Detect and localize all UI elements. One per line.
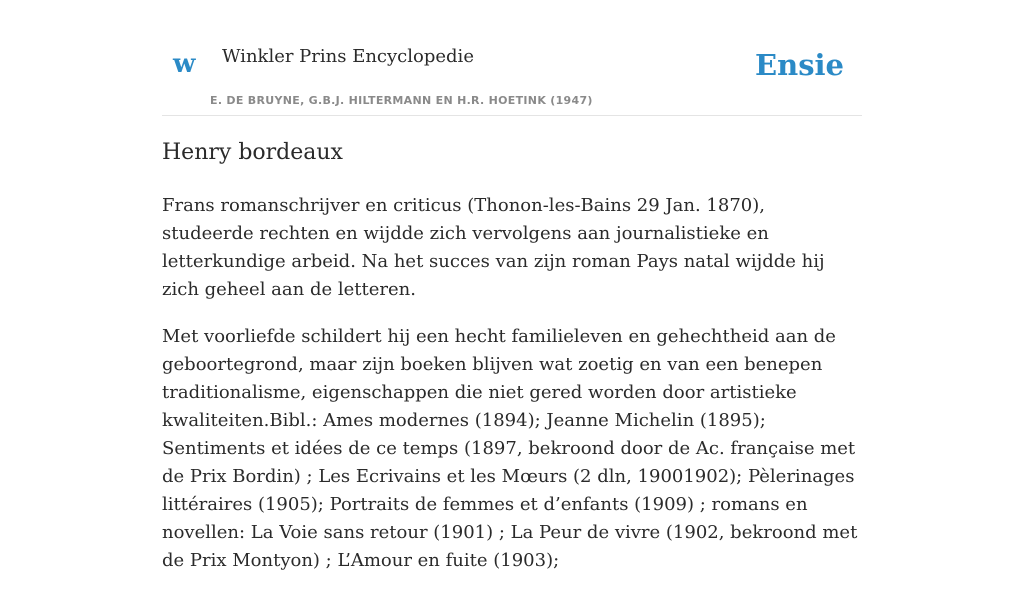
- site-header: [162, 0, 862, 116]
- article-paragraph-1: Frans romanschrijver en criticus (Thonon-les-Bains 29 Jan. 1870), studeerde rechten en wijdde zich vervolgens aan journalistieke en letterkundige arbeid. Na het succes van zijn roman Pays natal wijdde hij zich geheel aan de letteren.: [162, 195, 825, 300]
- article-body: [162, 192, 862, 594]
- article-paragraph-2: Met voorliefde schildert hij een hecht familieleven en gehechtheid aan de geboortegrond, maar zijn boeken blijven wat zoetig en van een benepen traditionalisme, eigenschappen die niet gered worden door artistieke kwaliteiten.Bibl.: Ames modernes (1894); Jeanne Michelin (1895); Sentiments et idées de ce temps (1897, bekroond door de Ac. française met de Prix Bordin) ; Les Ecrivains et les Mœurs (2 dln, 19001902); Pèlerinages littéraires (1905); Portraits de femmes et d’enfants (1909) ; romans en novellen: La Voie sans retour (1901) ; La Peur de vivre (1902, bekroond met de Prix Montyon) ; L’Amour en fuite (1903);: [162, 326, 858, 571]
- article-title: Henry bordeaux: [162, 140, 343, 165]
- page: [162, 0, 862, 571]
- encyclopedia-authors: E. DE BRUYNE, G.B.J. HILTERMANN EN H.R. HOETINK (1947): [210, 94, 593, 107]
- encyclopedia-title[interactable]: Winkler Prins Encyclopedie: [222, 46, 474, 67]
- ensie-brand-logo[interactable]: Ensie: [755, 48, 844, 82]
- encyclopedia-logo[interactable]: w: [173, 49, 196, 79]
